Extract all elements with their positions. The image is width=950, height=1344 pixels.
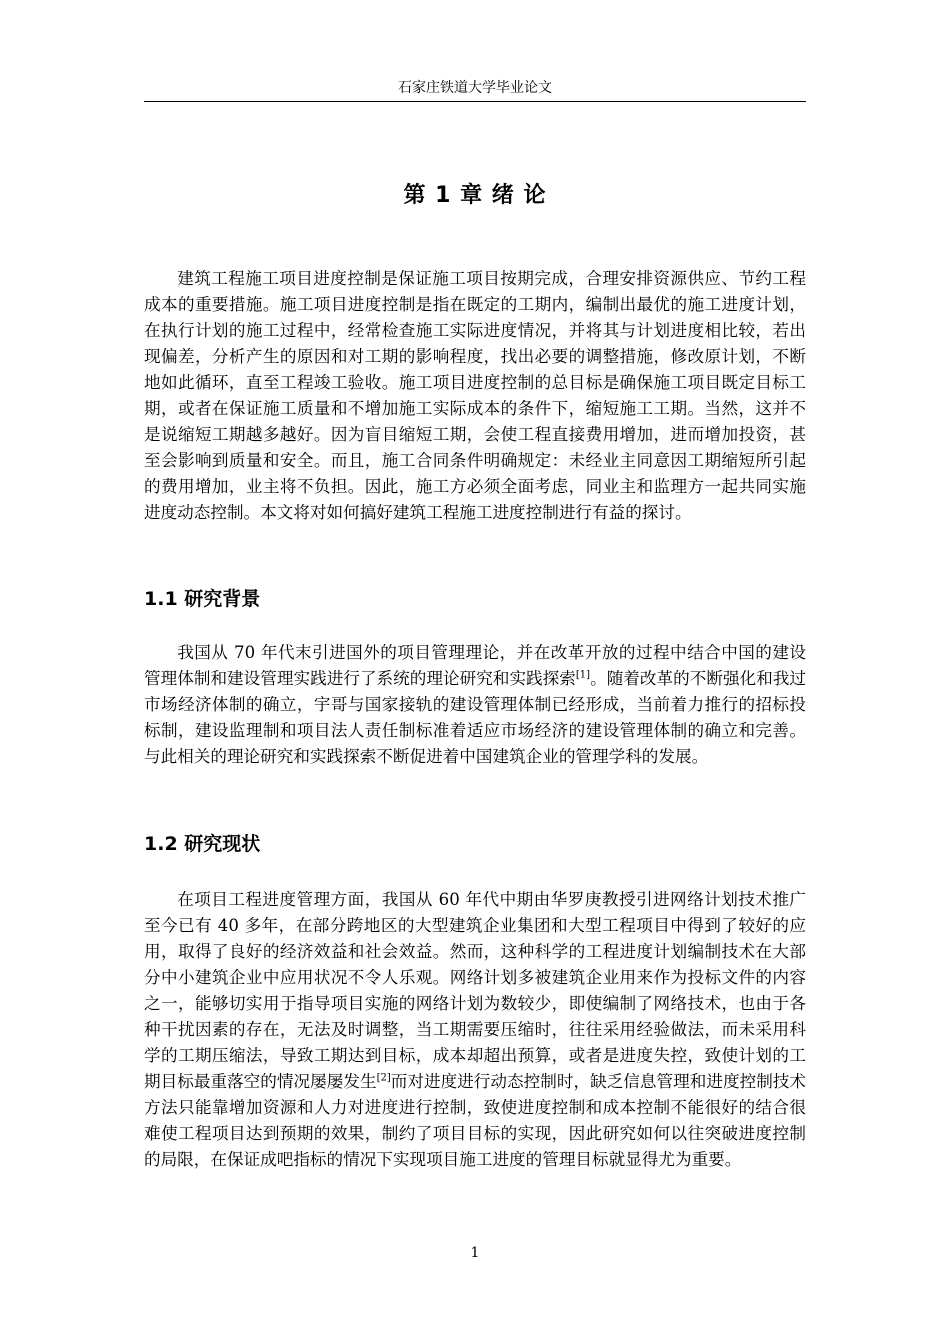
page-number: 1 bbox=[470, 1245, 480, 1261]
chapter-title: 第 1 章 绪 论 bbox=[403, 183, 547, 208]
section-heading-1-1: 1.1 研究背景 bbox=[144, 588, 261, 610]
running-header: 石家庄铁道大学毕业论文 bbox=[398, 80, 552, 96]
section-heading-1-2: 1.2 研究现状 bbox=[144, 833, 261, 855]
citation-ref-2: [2] bbox=[376, 1072, 391, 1084]
section-1-1-paragraph bbox=[144, 640, 806, 770]
section-1-1-text-b: 。随着改革的不断强化和我过市场经济体制的确立，宇哥与国家接轨的建设管理体制已经形成，当前着力推行的招标投标制，建设监理制和项目法人责任制标准着适应市场经济的建设管理体制的确立和完善。与此相关的理论研究和实践探索不断促进着中国建筑企业的管理学科的发展。 bbox=[144, 669, 807, 766]
section-1-2-text-a: 在项目工程进度管理方面，我国从 60 年代中期由华罗庚教授引进网络计划技术推广至今已有 40 多年，在部分跨地区的大型建筑企业集团和大型工程项目中得到了较好的应用，取得了良好的经济效益和社会效益。然而，这种科学的工程进度计划编制技术在大部分中小建筑企业中应用状况不令人乐观。网络计划多被建筑企业用来作为投标文件的内容之一，能够切实用于指导项目实施的网络计划为数较少，即使编制了网络技术，也由于各种干扰因素的存在，无法及时调整，当工期需要压缩时，往往采用经验做法，而未采用科学的工期压缩法，导致工期达到目标，成本却超出预算，或者是进度失控，致使计划的工期目标最重落空的情况屡屡发生 bbox=[144, 890, 806, 1091]
header-rule bbox=[144, 101, 806, 102]
intro-paragraph: 建筑工程施工项目进度控制是保证施工项目按期完成，合理安排资源供应、节约工程成本的重要措施。施工项目进度控制是指在既定的工期内，编制出最优的施工进度计划，在执行计划的施工过程中，经常检查施工实际进度情况，并将其与计划进度相比较，若出现偏差，分析产生的原因和对工期的影响程度，找出必要的调整措施，修改原计划，不断地如此循环，直至工程竣工验收。施工项目进度控制的总目标是确保施工项目既定目标工期，或者在保证施工质量和不增加施工实际成本的条件下，缩短施工工期。当然，这并不是说缩短工期越多越好。因为盲目缩短工期，会使工程直接费用增加，进而增加投资，甚至会影响到质量和安全。而且，施工合同条件明确规定：未经业主同意因工期缩短所引起的费用增加，业主将不负担。因此，施工方必须全面考虑，同业主和监理方一起共同实施进度动态控制。本文将对如何搞好建筑工程施工进度控制进行有益的探讨。 bbox=[144, 269, 806, 522]
section-1-1-text-a: 我国从 70 年代末引进国外的项目管理理论，并在改革开放的过程中结合中国的建设管理体制和建设管理实践进行了系统的理论研究和实践探索 bbox=[144, 643, 806, 688]
section-1-2-paragraph bbox=[144, 887, 806, 1173]
section-1-2-text-b: 而对进度进行动态控制时，缺乏信息管理和进度控制技术方法只能靠增加资源和人力对进度进行控制，致使进度控制和成本控制不能很好的结合很难使工程项目达到预期的效果，制约了项目目标的实现，因此研究如何以往突破进度控制的局限，在保证成吧指标的情况下实现项目施工进度的管理目标就显得尤为重要。 bbox=[144, 1072, 807, 1169]
citation-ref-1: [1] bbox=[575, 669, 591, 681]
